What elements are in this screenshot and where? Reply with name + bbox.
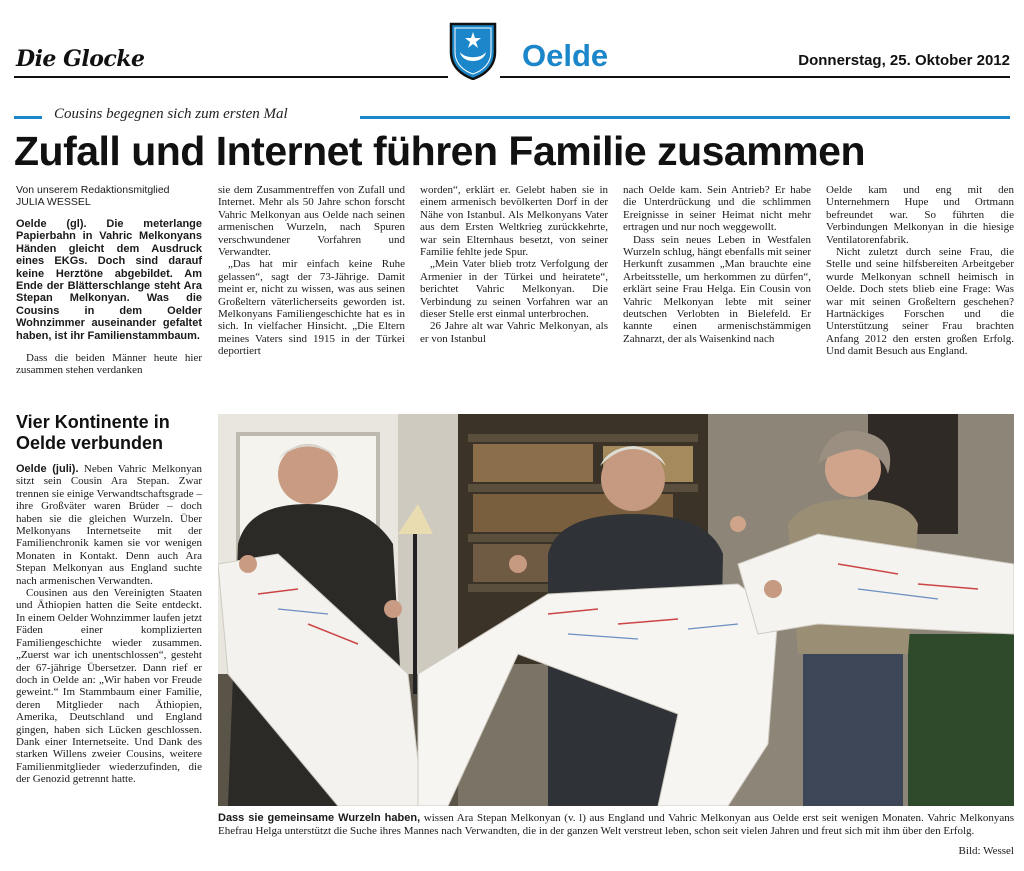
masthead-rule-left [14, 76, 448, 78]
body-paragraph: Dass sein neues Leben in Westfalen Wurzeln schlug, hängt ebenfalls mit seiner Herkunft zusammen „Man brauchte eine Arbeitsstelle, um herkommen zu dürfen“, erklärt seine Frau Helga. Ein Cousin von Vahric Melkonyan lebte mit seiner deutschen Verlobten in Bielefeld. Er kannte einen armenischstämmigen Zahnarzt, der als Waisenkind nach [623, 233, 811, 345]
photo-credit: Bild: Wessel [958, 845, 1014, 857]
headline: Zufall und Internet führen Familie zusammen [14, 128, 865, 174]
byline: Von unserem Redaktionsmitglied JULIA WESSEL [16, 184, 202, 208]
article-photo [218, 414, 1014, 806]
body-paragraph: „Mein Vater blieb trotz Verfolgung der Armenier in der Türkei und heiratete“, berichtet Vahric Melkonyan. Die Verbindung zu seinen Vorfahren war an dieser Stelle erst einmal unterbrochen. [420, 258, 608, 321]
lead-paragraph: Oelde (gl). Die meterlange Papierbahn in Vahric Melkonyans Händen gleicht dem Ausdruck eines EKGs. Doch sind darauf keine Herztöne abgebildet. Am Ende der Blätterschlange steht Ara Stepan Melkonyan. Was die Cousins in dem Oelder Wohnzimmer auseinander gefaltet haben, ist ihr Familienstammbaum. [16, 218, 202, 342]
masthead-rule-right [500, 76, 1010, 78]
sidebar-paragraph: Cousinen aus den Vereinigten Staaten und Äthiopien hatten die Seite entdeckt. In einem Oelder Wohnzimmer laufen jetzt Fäden einer komplizierten Familiengeschichte wieder zusammen. „Zuerst war ich unentschlossen“, gesteht der 67-jährige Übersetzer. Dann rief er doch in Oelde an: „Wir haben vor Freude geweint.“ Im Stammbaum einer Familie, deren Mitglieder nach Äthiopien, Amerika, Deutschland und England gingen, haben sich Lücken geschlossen. Dank einer Internetseite. Und Dank des starken Willens zweier Cousins, weitere Familienmitglieder wiederzufinden, die der Genozid getrennt hatte. [16, 587, 202, 786]
section-town: Oelde [522, 38, 609, 73]
body-paragraph: Dass die beiden Männer heute hier zusammen stehen verdanken [16, 352, 202, 377]
sidebar-body [16, 463, 202, 786]
sidebar-paragraph: Oelde (juli). Neben Vahric Melkonyan sitzt sein Cousin Ara Stepan. Zwar trennen sie einige Verwandtschaftsgrade – ihre Großväter waren Brüder – doch haben sie die gleichen Wurzeln. Über Melkonyans Internetseite mit der Familienchronik kamen sie vor wenigen Monaten in Kontakt. Denn auch Ara Stepan Melkonyan aus England suchte nach armenischen Verwandten. [16, 463, 202, 587]
sidebar-title: Vier Kontinente in Oelde verbunden [16, 412, 170, 453]
photo-caption: Dass sie gemeinsame Wurzeln haben, wissen Ara Stepan Melkonyan (v. l) aus England und Vahric Melkonyan aus Oelde erst seit wenigen Monaten. Vahric Melkonyans Ehefrau Helga unterstützt die Suche ihres Mannes nach Verwandten, die in der ganzen Welt verstreut leben, schon seit vielen Jahren und freut sich mit ihm über den Erfolg. [218, 812, 1015, 837]
body-paragraph: Nicht zuletzt durch seine Frau, die Stelle und seine hilfsbereiten Arbeitgeber wurde Melkonyan schnell heimisch in Oelde. Doch stets blieb eine Frage: Was war mit seinen Großeltern geschehen? Hartnäckiges Forschen und die Unterstützung seiner Frau brachten Anfang 2012 den ersten großen Erfolg. Und damit Besuch aus England. [826, 246, 1014, 358]
masthead [14, 22, 1010, 88]
article-column-3 [420, 184, 608, 345]
article-column-1 [16, 184, 202, 377]
article-column-4 [623, 184, 811, 345]
body-paragraph: „Das hat mir einfach keine Ruhe gelassen“, sagt der 73-Jährige. Damit meint er, nicht zu wissen, was aus seinen Großeltern väterlicherseits geworden ist. Melkonyans Familiengeschichte hat es in sich. In vielfacher Hinsicht. „Die Eltern meines Vaters sind 1915 in der Türkei deportiert [218, 258, 405, 358]
family-tree-photo-image [218, 414, 1014, 806]
kicker-bar [14, 106, 1010, 126]
body-paragraph: nach Oelde kam. Sein Antrieb? Er habe die Unterdrückung und die schlimmen Ereignisse in seiner Heimat nicht mehr ertragen und nur noch weggewollt. [623, 184, 811, 234]
body-paragraph: worden“, erklärt er. Gelebt haben sie in einem armenisch bevölkerten Dorf in der Nähe von Istanbul. Als Melkonyans Vater aus dem Ersten Weltkrieg zurückkehrte, war sein Elternhaus besetzt, von seiner Familie fehlte jede Spur. [420, 184, 608, 259]
body-paragraph: Oelde kam und eng mit den Unternehmern Hupe und Ortmann befreundet war. So führten die Verbindungen Melkonyan in die hiesige Ventilatorenfabrik. [826, 184, 1014, 246]
kicker: Cousins begegnen sich zum ersten Mal [54, 106, 288, 122]
body-paragraph: sie dem Zusammentreffen von Zufall und Internet. Mehr als 50 Jahre schon forscht Vahric Melkonyan aus Oelde nach seinen armenischen Wurzeln, nach Spuren verschwundener Vorfahren und Verwandter. [218, 184, 405, 259]
issue-date: Donnerstag, 25. Oktober 2012 [798, 52, 1010, 69]
star-moon-crest-icon [448, 22, 498, 80]
author-name: JULIA WESSEL [16, 196, 91, 208]
body-paragraph: 26 Jahre alt war Vahric Melkonyan, als er von Istanbul [420, 320, 608, 345]
article-column-5 [826, 184, 1014, 358]
article-column-2 [218, 184, 405, 358]
newspaper-logo: Die Glocke [16, 46, 145, 72]
